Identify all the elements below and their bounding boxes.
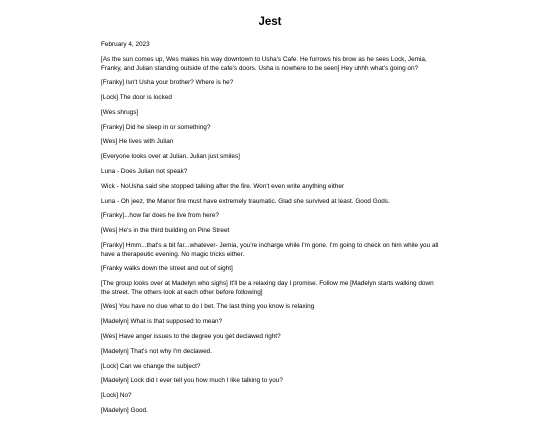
paragraph: [The group looks over at Madelyn who sighs] It'll be a relaxing day I promise. Follow me [Madelyn starts walking down the street. The others look at each other before following] [101, 280, 434, 296]
paragraph: [Lock] No? [101, 392, 132, 400]
paragraph: Luna - Does Julian not speak? [101, 168, 188, 176]
paragraph: [As the sun comes up, Wes makes his way downtown to Usha's Cafe. He furrows his brow as he sees Lock, Jemia, Franky, and Julian standing outside of the cafe's doors. Usha is nowhere to be seen] Hey uhhh what's going on? [101, 56, 427, 72]
document-title: Jest [258, 16, 282, 28]
paragraph-list [101, 56, 439, 416]
paragraph: [Lock] Can we change the subject? [101, 362, 201, 370]
paragraph: [Wes] Have anger issues to the degree you get declawed right? [101, 333, 281, 341]
paragraph: [Madelyn] Good. [101, 407, 148, 415]
document-date: February 4, 2023 [101, 41, 150, 48]
paragraph: [Wes] He's in the third building on Pine Street [101, 227, 230, 235]
paragraph: [Madelyn] What is that supposed to mean? [101, 318, 223, 326]
paragraph: [Lock] The door is locked [101, 94, 172, 102]
paragraph: [Franky] Did he sleep in or something? [101, 123, 211, 131]
document-body [101, 41, 439, 422]
paragraph: [Everyone looks over at Julian. Julian just smiles] [101, 153, 240, 161]
paragraph: [Wes shrugs] [101, 108, 139, 116]
paragraph: [Wes] He lives with Julian [101, 138, 174, 146]
paragraph: Luna - Oh jeez, the Manor fire must have extremely traumatic. Glad she survived at least. Good Gods. [101, 197, 390, 205]
paragraph: [Madelyn] Lock did I ever tell you how much I like talking to you? [101, 377, 283, 385]
paragraph: Wick - NoUsha said she stopped talking after the fire. Won't even write anything either [101, 182, 345, 190]
paragraph: [Madelyn] That's not why I'm declawed. [101, 347, 213, 355]
paragraph: [Franky]...how far does he live from here? [101, 212, 219, 220]
paragraph: [Franky walks down the street and out of sight] [101, 265, 233, 273]
paragraph: [Franky] Isn't Usha your brother? Where is he? [101, 79, 234, 87]
paragraph: [Wes] You have no clue what to do I bet. The last thing you know is relaxing [101, 303, 315, 311]
paragraph: [Franky] Hmm...that's a bit far...whatever- Jemia, you're incharge while I'm gone. I'm going to check on him while you all have a therapeutic evening. No magic tricks either. [101, 242, 439, 258]
